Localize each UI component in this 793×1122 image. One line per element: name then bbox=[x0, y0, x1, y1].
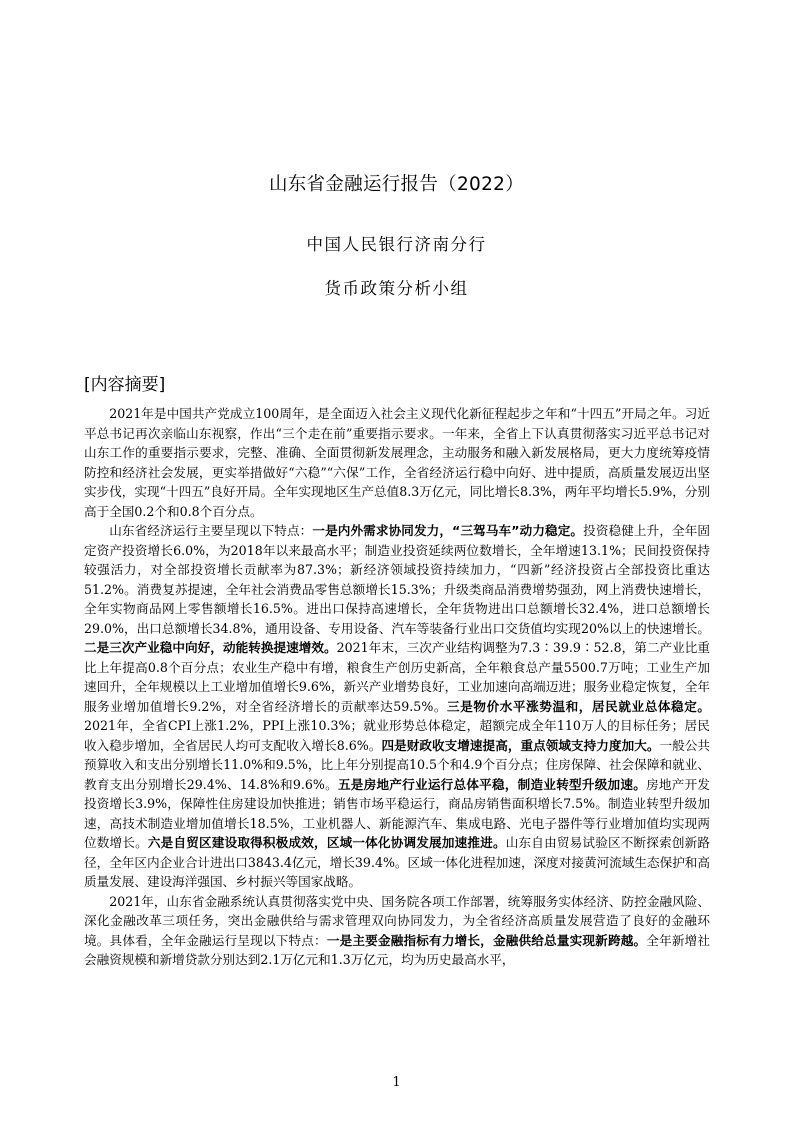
paragraph-text: 房地产开发投资增长3.9%，保障性住房建设加快推进；销售市场平稳运行，商品房销售面积增长7.5%。制造业转型升级加速，高技术制造业增加值增长18.5%，工业机器人、新能源汽车、集成电路、光电子器件等行业增加值均实现两位数增长。 bbox=[84, 776, 711, 850]
paragraph-text: 全年新增社会融资规模和新增贷款分别达到2.1万亿元和1.3万亿元，均为历史最高水平， bbox=[84, 932, 711, 967]
key-point-text: 二是三次产业稳中向好，动能转换提速增效。 bbox=[84, 640, 337, 655]
paragraph-text: 2021年，全省CPI上涨1.2%，PPI上涨10.3%；就业形势总体稳定，超额完成全年110万人的目标任务；居民收入稳步增加，全省居民人均可支配收入增长8.6%。 bbox=[84, 718, 710, 753]
paragraph-text: 一般公共预算收入和支出分别增长11.0%和9.5%，比上年分别提高10.5个和4.9个百分点；住房保障、社会保障和就业、教育支出分别增长29.4%、14.8%和9.6%。 bbox=[84, 737, 711, 792]
summary-body bbox=[84, 404, 710, 970]
author-organization: 中国人民银行济南分行 bbox=[306, 235, 487, 254]
key-point-text: 三是物价水平涨势温和，居民就业总体稳定。 bbox=[447, 698, 710, 714]
paragraph-text: 投资稳健上升，全年固定资产投资增长6.0%，为2018年以来最高水平；制造业投资延续两位数增长，全年增速13.1%；民间投资保持较强活力，对全部投资增长贡献率为87.3%；新经济领域投资持续加力，“四新”经济投资占全部投资比重达51.2%。消费复苏提速，全年社会消费品零售总额增长15.3%；升级类商品消费增势强劲，网上消费快速增长，全年实物商品网上零售额增长16.5%。进出口保持高速增长，全年货物进出口总额增长32.4%，进口总额增长29.0%，出口总额增长34.8%，通用设备、专用设备、汽车等装备行业出口交货值均实现20%以上的快速增长。 bbox=[84, 523, 711, 636]
paragraph-text: 山东自由贸易试验区不断探索创新路径，全年区内企业合计进出口3843.4亿元，增长39.4%。区域一体化进程加速，深度对接黄河流域生态保护和高质量发展、建设海洋强国、乡村振兴等国家战略。 bbox=[84, 835, 711, 889]
report-title: 山东省金融运行报告（2022） bbox=[268, 174, 525, 195]
summary-paragraph bbox=[84, 521, 710, 892]
section-heading: [内容摘要] bbox=[84, 375, 166, 395]
author-group: 货币政策分析小组 bbox=[324, 279, 469, 298]
paragraph-text: 2021年末，三次产业结构调整为7.3∶39.9∶52.8，第二产业比重比上年提高0.8个百分点；农业生产稳中有增，粮食生产创历史新高，全年粮食总产量5500.7万吨；工业生产加速回升，全年规模以上工业增加值增长9.6%，新兴产业增势良好，工业加速向高端迈进；服务业稳定恢复，全年服务业增加值增长9.2%，对全省经济增长的贡献率达59.5%。 bbox=[84, 640, 710, 714]
key-point-text: 六是自贸区建设取得积极成效，区域一体化协调发展加速推进。 bbox=[147, 835, 506, 850]
summary-paragraph bbox=[84, 404, 710, 521]
key-point-text: 一是主要金融指标有力增长，金融供给总量实现新跨越。 bbox=[326, 932, 647, 948]
paragraph-text: 2021年，山东省金融系统认真贯彻落实党中央、国务院各项工作部署，统筹服务实体经济、防控金融风险、深化金融改革三项任务，突出金融供给与需求管理双向协同发力，为全省经济高质量发展营造了良好的金融环境。具体看，全年金融运行呈现以下特点： bbox=[84, 893, 710, 948]
key-point-text: 一是内外需求协同发力，“三驾马车”动力稳定。 bbox=[312, 523, 584, 538]
summary-paragraph bbox=[84, 892, 710, 970]
paragraph-text: 山东省经济运行主要呈现以下特点： bbox=[109, 523, 313, 538]
key-point-text: 四是财政收支增速提高，重点领域支持力度加大。 bbox=[381, 737, 660, 753]
key-point-text: 五是房地产行业运行总体平稳，制造业转型升级加速。 bbox=[337, 776, 647, 792]
paragraph-text: 2021年是中国共产党成立100周年，是全面迈入社会主义现代化新征程起步之年和“十四五”开局之年。习近平总书记再次亲临山东视察，作出“三个走在前”重要指示要求。一年来，全省上下认真贯彻落实习近平总书记对山东工作的重要指示要求，完整、准确、全面贯彻新发展理念，主动服务和融入新发展格局，更大力度统筹疫情防控和经济社会发展，更实举措做好“六稳”“六保”工作，全省经济运行稳中向好、进中提质，高质量发展迈出坚实步伐，实现“十四五”良好开局。全年实现地区生产总值8.3万亿元，同比增长8.3%，两年平均增长5.9%，分别高于全国0.2个和0.8个百分点。 bbox=[84, 406, 710, 519]
page-number: 1 bbox=[392, 1075, 401, 1090]
